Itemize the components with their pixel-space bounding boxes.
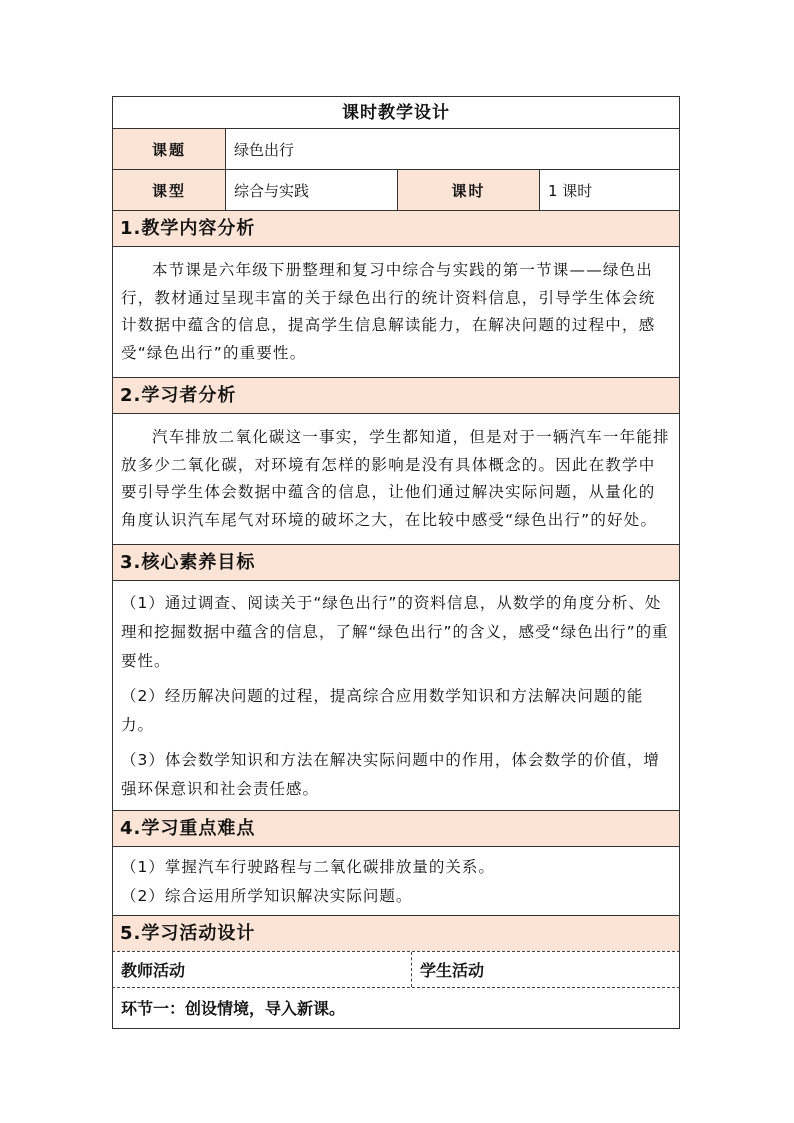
learner-analysis-text: 汽车排放二氧化碳这一事实，学生都知道，但是对于一辆汽车一年能排放多少二氧化碳，对环境有怎样的影响是没有具体概念的。因此在教学中要引导学生体会数据中蕴含的信息，让他们通过解决实际问题，从量化的角度认识汽车尾气对环境的破坏之大，在比较中感受“绿色出行”的好处。 [112, 413, 680, 544]
key-points-list [112, 846, 680, 915]
student-activity-header: 学生活动 [420, 961, 485, 980]
section-heading-activity-design: 5.学习活动设计 [112, 915, 680, 951]
key-point-item: （1）掌握汽车行驶路程与二氧化碳排放量的关系。 [121, 858, 495, 876]
section-heading-learner-analysis: 2.学习者分析 [112, 377, 680, 413]
goal-item: （2）经历解决问题的过程，提高综合应用数学知识和方法解决问题的能力。 [121, 687, 644, 734]
topic-label: 课题 [113, 129, 226, 169]
teacher-activity-header: 教师活动 [113, 952, 412, 987]
page-title: 课时教学设计 [112, 96, 680, 128]
section-heading-key-points: 4.学习重点难点 [112, 810, 680, 846]
topic-row [112, 128, 680, 169]
section-heading-core-goals: 3.核心素养目标 [112, 544, 680, 580]
type-value: 综合与实践 [226, 170, 398, 210]
type-label: 课型 [113, 170, 226, 210]
lesson-plan-table [112, 96, 680, 1029]
section-heading-content-analysis: 1.教学内容分析 [112, 210, 680, 246]
stage-one-row: 环节一：创设情境，导入新课。 [112, 987, 680, 1029]
type-row [112, 169, 680, 210]
hours-value: 1 课时 [548, 181, 593, 200]
topic-value: 绿色出行 [234, 140, 295, 159]
key-point-item: （2）综合运用所学知识解决实际问题。 [121, 887, 413, 905]
activity-header-row [112, 951, 680, 987]
goal-item: （3）体会数学知识和方法在解决实际问题中的作用，体会数学的价值，增强环保意识和社会责任感。 [121, 751, 660, 798]
content-analysis-text: 本节课是六年级下册整理和复习中综合与实践的第一节课——绿色出行，教材通过呈现丰富的关于绿色出行的统计资料信息，引导学生体会统计数据中蕴含的信息，提高学生信息解读能力，在解决问题的过程中，感受“绿色出行”的重要性。 [112, 246, 680, 377]
core-goals-list [112, 580, 680, 810]
hours-label: 课时 [398, 170, 540, 210]
goal-item: （1）通过调查、阅读关于“绿色出行”的资料信息，从数学的角度分析、处理和挖掘数据中蕴含的信息，了解“绿色出行”的含义，感受“绿色出行”的重要性。 [121, 594, 669, 670]
